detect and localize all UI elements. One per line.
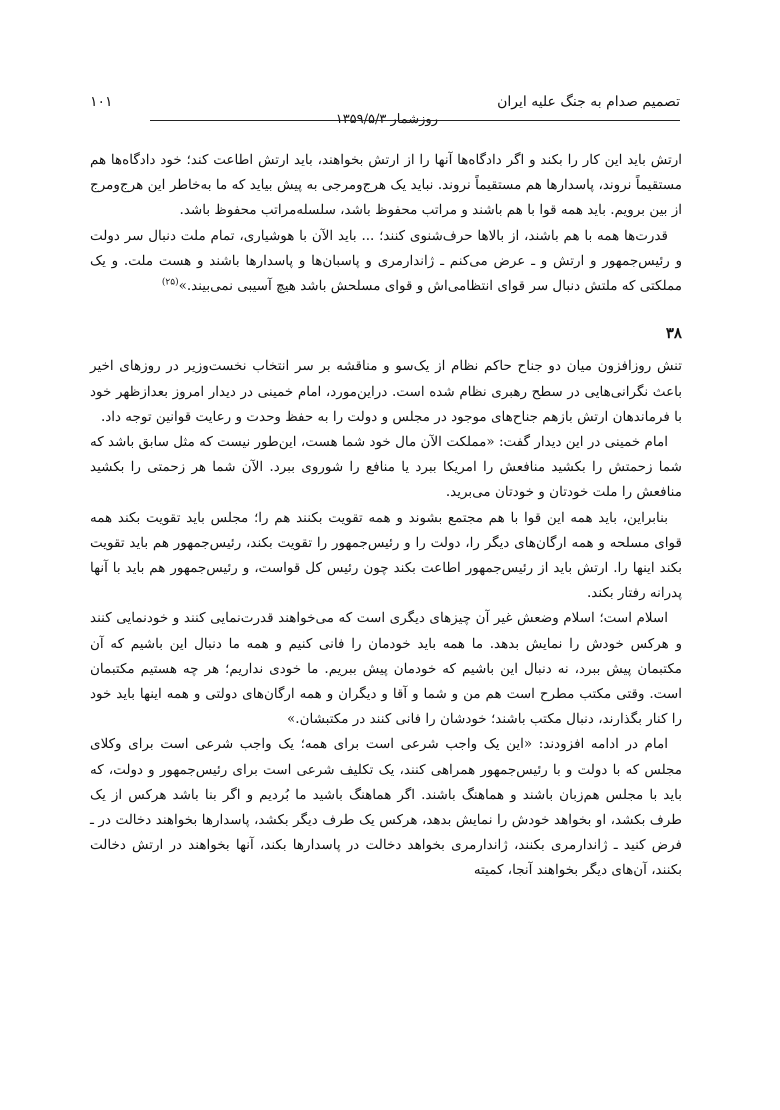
running-title: تصمیم صدام به جنگ علیه ایران bbox=[497, 94, 680, 110]
paragraph: امام در ادامه افزودند: «این یک واجب شرعی است برای همه؛ یک واجب شرعی است برای وکلای مجلس که با دولت و با رئیس‌جمهور همراهی کنند، یک تکلیف شرعی است برای رئیس‌جمهور و دولت، که باید با مجلس هم‌زبان باشند و هماهنگ باشند. اگر هماهنگ باشید ما بُردیم و اگر بنا باشد هرکس از یک طرف بکشد، او بخواهد خودش را نمایش بدهد، هرکس یک طرف دیگر بکشد، پاسدارها بخواهند دخالت در ـ فرض کنید ـ ژاندارمری بکنند، ژاندارمری بخواهد دخالت در پاسدارها بکند، آنها بخواهند در ارتش دخالت بکنند، آن‌های دیگر بخواهند آنجا، کمیته bbox=[90, 736, 682, 879]
body-text bbox=[90, 148, 682, 884]
footnote-reference: (۲۵) bbox=[161, 277, 179, 288]
paragraph: اسلام است؛ اسلام وضعش غیر آن چیزهای دیگری است که می‌خواهند قدرت‌نمایی کنند و خودنمایی کنند و هرکس خودش را نمایش بدهد. ما همه باید خودمان را فانی کنیم و همه ما دنبال این باشیم که آن مکتبمان پیش ببرد، نه دنبال این باشیم که خودمان پیش ببریم. ما خودی نداریم؛ هر چه هستیم مکتبمان است. وقتی مکتب مطرح است هم من و شما و آقا و دیگران و همه ارگان‌های دولتی و همه اینها باید خود را کنار بگذارند، دنبال مکتب باشند؛ خودشان را فانی کنند در مکتبشان.» bbox=[90, 610, 682, 728]
paragraph-text: قدرت‌ها همه با هم باشند، از بالاها حرف‌شنوی کنند؛ ... باید الآن با هوشیاری، تمام ملت دنبال سر دولت و رئیس‌جمهور و ارتش و ـ عرض می‌کنم ـ ژاندارمری و پاسبان‌ها و پاسدارها باشند و هست ملت. و یک مملکتی که ملتش دنبال سر قوای انتظامی‌اش و قوای مسلحش باشد هیچ آسیبی نمی‌بیند.» bbox=[90, 227, 682, 295]
page-number: ۱۰۱ bbox=[90, 94, 113, 110]
paragraph: بنابراین، باید همه این قوا با هم مجتمع بشوند و همه تقویت بکنند هم را؛ مجلس باید تقویت بکند همه قوای مسلحه و همه ارگان‌های دیگر را، دولت را و رئیس‌جمهور را تقویت بکند، رئیس‌جمهور هم باید تقویت بکند اینها را. ارتش باید از رئیس‌جمهور اطاعت بکند چون رئیس کل قواست، و رئیس‌جمهور هم باید با آنها پدرانه رفتار بکند. bbox=[90, 509, 682, 602]
diary-date: روزشمار ۱۳۵۹/۵/۳ bbox=[335, 112, 438, 127]
header-rule bbox=[150, 120, 680, 121]
paragraph: ارتش باید این کار را بکند و اگر دادگاه‌ها آنها را از ارتش بخواهند، باید ارتش اطاعت کند؛ خود دادگاه‌ها هم مستقیماً نروند، پاسدارها هم مستقیماً نروند. نباید یک هرج‌ومرجی به پیش بیاید که ما به‌خاطر این هرج‌ومرج از بین برویم. باید همه قوا با هم باشند و مراتب محفوظ باشد، سلسله‌مراتب محفوظ باشد. bbox=[90, 152, 682, 219]
paragraph: تنش روزافزون میان دو جناح حاکم نظام از یک‌سو و مناقشه بر سر انتخاب نخست‌وزیر در روزهای اخیر باعث نگرانی‌هایی در سطح رهبری نظام شده است. دراین‌مورد، امام خمینی در دیدار امروز بعدازظهر خود با فرماندهان ارتش بازهم جناح‌های موجود در مجلس و دولت را به حفظ وحدت و رعایت قوانین توجه داد. bbox=[90, 358, 682, 425]
paragraph: امام خمینی در این دیدار گفت: «مملکت الآن مال خود شما هست، این‌طور نیست که مثل سابق باشد که شما زحمتش را بکشید منافعش را امریکا ببرد یا منافع را شوروی ببرد. الآن شما هر زحمتی را بکشید منافعش را ملت خودتان و خودتان می‌برید. bbox=[90, 434, 682, 501]
section-number: ۳۸ bbox=[665, 324, 682, 343]
paragraph bbox=[90, 224, 682, 300]
page-header bbox=[90, 90, 680, 126]
